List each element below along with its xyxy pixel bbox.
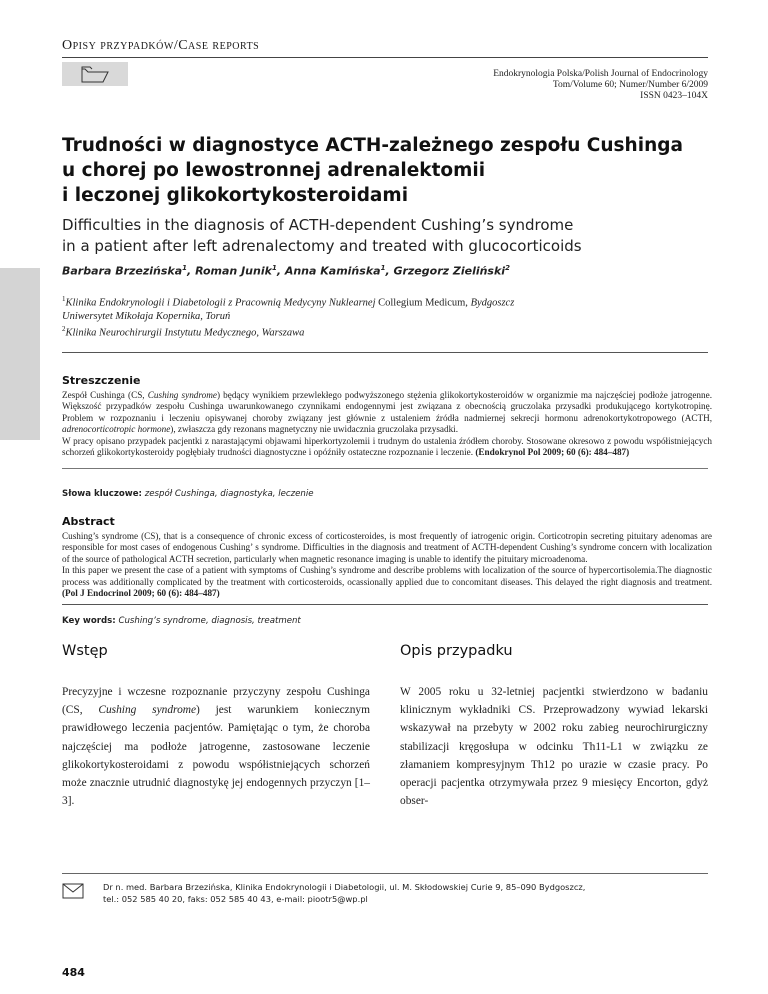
divider xyxy=(62,352,708,353)
author-sup: 2 xyxy=(505,264,510,272)
section-label: Opisy przypadków/Case reports xyxy=(62,38,260,53)
opis-heading: Opis przypadku xyxy=(400,643,513,659)
abstract-heading: Abstract xyxy=(62,515,115,528)
correspondence xyxy=(103,881,703,905)
contact-line: Dr n. med. Barbara Brzezińska, Klinika Endokrynologii i Diabetologii, ul. M. Skłodowskiej Curie 9, 85–090 Bydgoszcz, xyxy=(103,882,586,892)
journal-line: Endokrynologia Polska/Polish Journal of Endocrinology xyxy=(493,69,708,79)
author-name: Grzegorz Zieliński xyxy=(393,264,506,278)
slowa-kluczowe: Słowa kluczowe: zespół Cushinga, diagnostyka, leczenie xyxy=(62,489,314,499)
title-english xyxy=(62,215,722,257)
header-rule xyxy=(62,57,708,58)
affiliations xyxy=(62,293,702,339)
footer-rule xyxy=(62,873,708,874)
opis-text: W 2005 roku u 32-letniej pacjentki stwierdzono w badaniu klinicznym wykładniki CS. Przeprowadzony wywiad lekarski wskazywał na przebyty w 2002 roku zabieg neurochirurgiczny stabilizacji kręgosłupa w odcinku Th11-L1 w związku ze złamaniem kompresyjnym Th12 po urazie w czasie pracy. Po operacji pacjentka otrzymywała przez 9 miesięcy Encorton, gdyż obser- xyxy=(400,686,708,808)
title-line: u chorej po lewostronnej adrenalektomii xyxy=(62,160,486,181)
author-sup: 1 xyxy=(182,264,188,272)
affiliation-2: $^2$Klinika Neurochirurgii Instytutu Medycznego, Warszawa xyxy=(62,324,305,338)
streszczenie-heading: Streszczenie xyxy=(62,374,141,387)
title-line: Trudności w diagnostyce ACTH-zależnego zespołu Cushinga xyxy=(62,135,683,156)
page-number: 484 xyxy=(62,966,85,979)
affiliation-1-cont: Uniwersytet Mikołaja Kopernika, Toruń xyxy=(62,310,231,322)
wstep-heading: Wstęp xyxy=(62,643,108,659)
streszczenie-p2: W pracy opisano przypadek pacjentki z narastającymi objawami hiperkortyzolemii i trudnym do ustalenia źródłem choroby. Stosowane okresowo z powodu współistniejących schorzeń glikokortykosteroidy pogłębiały trudności diagnostyczne i opóźniły ostateczne rozpoznanie i leczenie. (Endokrynol Pol 2009; 60 (6): 484–487) xyxy=(62,435,712,458)
folder-icon xyxy=(81,66,109,83)
journal-info xyxy=(493,69,708,102)
author-list: Barbara Brzezińska$^1$, Roman Junik$^1$, Anna Kamińska$^1$, Grzegorz Zieliński$^2$ xyxy=(62,264,510,278)
journal-line: ISSN 0423–104X xyxy=(640,91,708,101)
abstract-p2: In this paper we present the case of a patient with symptoms of Cushing’s syndrome and describe problems with localization of the source of hypercortisolemia.The diagnostic process was additionally complicated by the treatment with corticosteroids, ocassionally applied due to concomitant diseases. This delayed the right diagnosis and treatment. (Pol J Endocrinol 2009; 60 (6): 484–487) xyxy=(62,565,712,599)
divider xyxy=(62,604,708,605)
title-polish xyxy=(62,133,712,208)
wstep-text: Precyzyjne i wczesne rozpoznanie przyczyny zespołu Cushinga (CS, Cushing syndrome) jest warunkiem koniecznym prawidłowego leczenia pacjentów. Pamiętając o tym, że choroba najczęściej ma podłoże jatrogenne, zastosowane leczenie glikokortykosteroidami z powodu współistniejących schorzeń może znacznie utrudnić diagnostykę jej endogennych przyczyn [1–3]. xyxy=(62,686,370,808)
abstract-body xyxy=(62,531,712,599)
title-line: in a patient after left adrenalectomy and treated with glucocorticoids xyxy=(62,237,582,255)
title-line: Difficulties in the diagnosis of ACTH-dependent Cushing’s syndrome xyxy=(62,216,574,234)
affiliation-1: $^1$Klinika Endokrynologii i Diabetologii z Pracownią Medycyny Nuklearnej Collegium Medicum, Bydgoszcz xyxy=(62,295,515,309)
key-words: Key words: Cushing’s syndrome, diagnosis, treatment xyxy=(62,616,301,626)
title-line: i leczonej glikokortykosteroidami xyxy=(62,185,409,206)
author-sup: 1 xyxy=(380,264,386,272)
envelope-icon xyxy=(62,883,84,899)
author-name: Roman Junik xyxy=(195,264,272,278)
abstract-p1: Cushing’s syndrome (CS), that is a consequence of chronic excess of corticosteroides, is most frequently of iatrogenic origin. Corticotropin secreting pituitary adenomas are responsible for most cases of endogenous Cushing’ s syndrome. Difficulties in the diagnosis and treatment of ACTH-dependent Cushing’s syndrome concern with localization of the source of pathological ACTH secretion, particularly when magnetic resonance imaging is unable to identify the pituitary microadenoma. xyxy=(62,531,712,564)
author-name: Anna Kamińska xyxy=(284,264,381,278)
streszczenie-body xyxy=(62,390,712,458)
contact-line: tel.: 052 585 40 20, faks: 052 585 40 43, e-mail: piootr5@wp.pl xyxy=(103,894,368,904)
side-tab-decoration xyxy=(0,268,40,440)
author-sup: 1 xyxy=(271,264,277,272)
divider xyxy=(62,468,708,469)
streszczenie-p1: Zespół Cushinga (CS, Cushing syndrome) będący wynikiem przewlekłego podwyższonego stężenia glikokortykosteroidów w organizmie ma najczęściej podłoże jatrogenne. Większość przypadków zespołu Cushinga uwarunkowanego czynnikami endogennymi jest związana z obecnością gruczolaka przysadki produkującego kortykotropinę. Problem w rozpoznaniu i leczeniu opisywanej choroby związany jest głównie z ustaleniem źródła nadmiernej sekrecji hormonu adrenokortykotropowego (ACTH, adrenocorticotropic hormone), zwłaszcza gdy rezonans magnetyczny nie uwidacznia gruczolaka przysadki. xyxy=(62,390,712,435)
author-name: Barbara Brzezińska xyxy=(62,264,183,278)
journal-line: Tom/Volume 60; Numer/Number 6/2009 xyxy=(552,80,708,90)
folder-badge xyxy=(62,62,128,86)
